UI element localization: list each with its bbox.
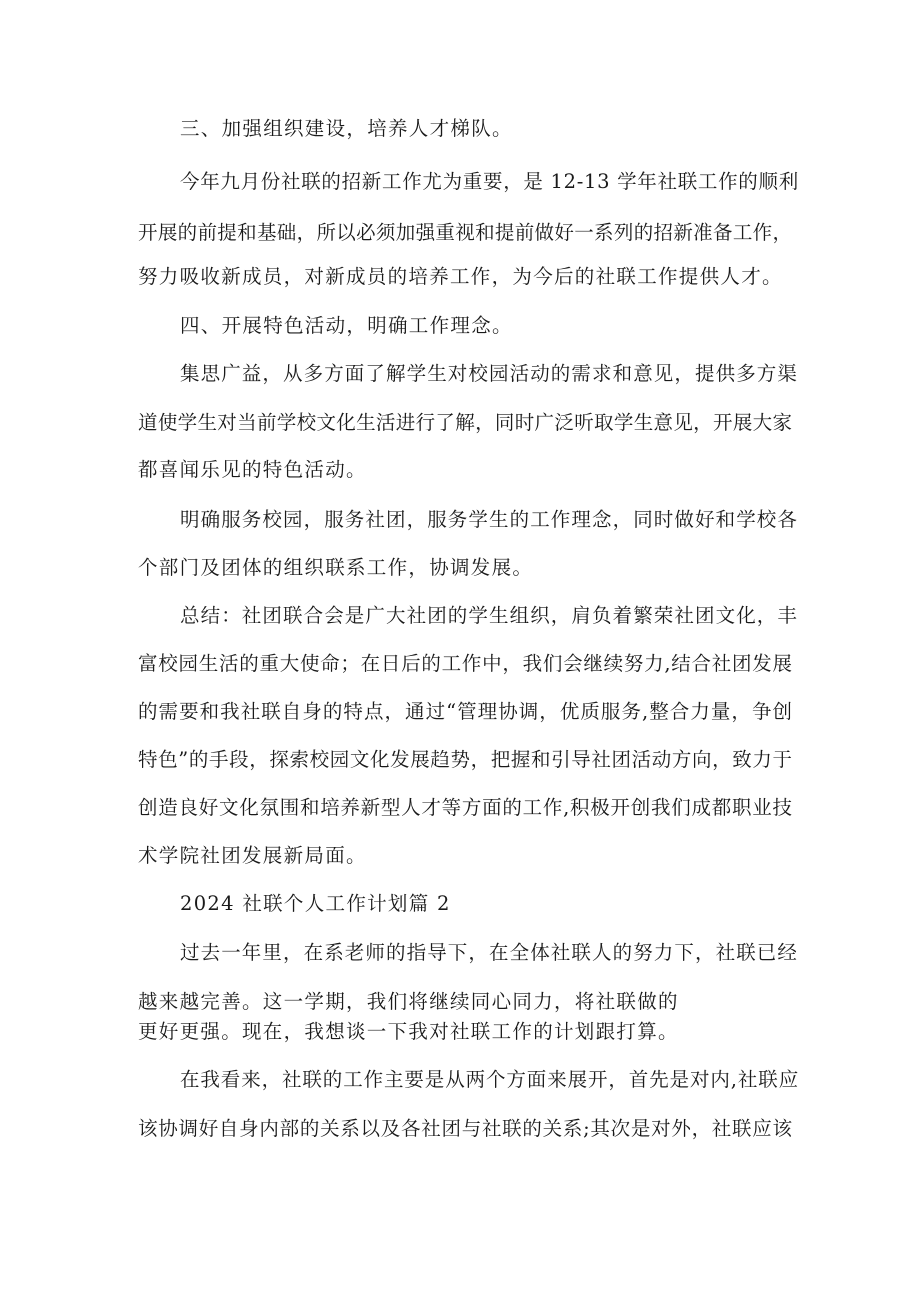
- paragraph-line: 过去一年里，在系老师的指导下，在全体社联人的努力下，社联已经: [180, 941, 799, 964]
- section-title: 2024 社联个人工作计划篇 2: [180, 892, 451, 915]
- paragraph-line: 术学院社团发展新局面。: [138, 844, 367, 867]
- paragraph-line: 的需要和我社联自身的特点，通过“管理协调，优质服务,整合力量，争创: [138, 700, 792, 723]
- paragraph-line: 富校园生活的重大使命；在日后的工作中，我们会继续努力,结合社团发展: [138, 652, 792, 675]
- paragraph-line: 创造良好文化氛围和培养新型人才等方面的工作,积极开创我们成都职业技: [138, 796, 792, 819]
- section-heading-4: 四、开展特色活动，明确工作理念。: [180, 314, 513, 337]
- paragraph-line: 道使学生对当前学校文化生活进行了解，同时广泛听取学生意见，开展大家: [138, 411, 792, 434]
- paragraph-line: 明确服务校园，服务社团，服务学生的工作理念，同时做好和学校各: [180, 508, 799, 531]
- paragraph-line: 在我看来，社联的工作主要是从两个方面来展开，首先是对内,社联应: [180, 1068, 800, 1091]
- paragraph-line: 总结：社团联合会是广大社团的学生组织，肩负着繁荣社团文化，丰: [180, 604, 799, 627]
- paragraph-line: 越来越完善。这一学期，我们将继续同心同力，将社联做的: [138, 990, 679, 1013]
- paragraph-line: 特色”的手段，探索校园文化发展趋势，把握和引导社团活动方向，致力于: [138, 748, 792, 771]
- paragraph-line: 个部门及团体的组织联系工作，协调发展。: [138, 556, 534, 579]
- paragraph-line: 今年九月份社联的招新工作尤为重要，是 12-13 学年社联工作的顺利: [180, 170, 799, 193]
- paragraph-line: 集思广益，从多方面了解学生对校园活动的需求和意见，提供多方渠: [180, 362, 799, 385]
- paragraph-line: 开展的前提和基础，所以必须加强重视和提前做好一系列的招新准备工作，: [138, 221, 792, 244]
- paragraph-line: 该协调好自身内部的关系以及各社团与社联的关系;其次是对外，社联应该: [138, 1117, 792, 1140]
- paragraph-line: 更好更强。现在，我想谈一下我对社联工作的计划跟打算。: [138, 1020, 679, 1043]
- paragraph-line: 努力吸收新成员，对新成员的培养工作，为今后的社联工作提供人才。: [138, 265, 783, 288]
- section-heading-3: 三、加强组织建设，培养人才梯队。: [180, 117, 513, 140]
- paragraph-line: 都喜闻乐见的特色活动。: [138, 458, 367, 481]
